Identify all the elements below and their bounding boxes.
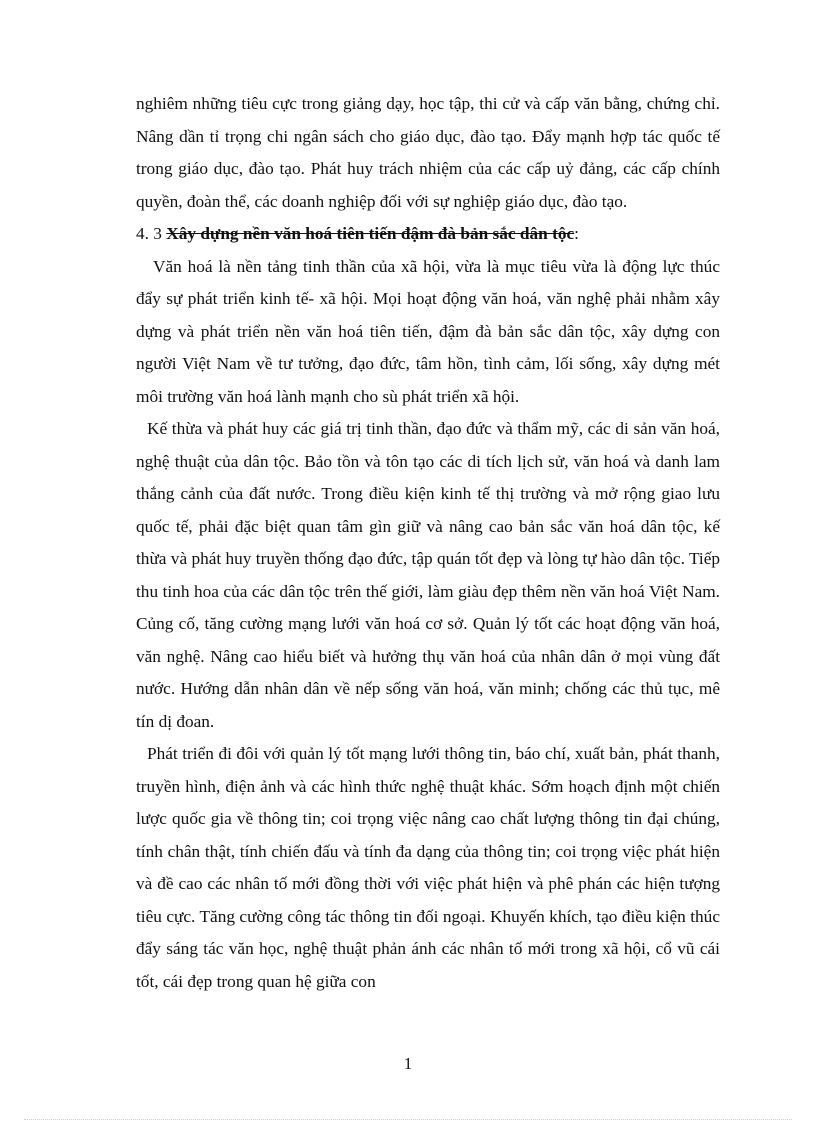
paragraph-information: Phát triển đi đôi với quản lý tốt mạng lưới thông tin, báo chí, xuất bản, phát thanh, truyền hình, điện ảnh và các hình thức nghệ thuật khác. Sớm hoạch định một chiến lược quốc gia về thông tin; coi trọng việc nâng cao chất lượng thông tin đại chúng, tính chân thật, tính chiến đấu và tính đa dạng của thông tin; coi trọng việc phát hiện và đề cao các nhân tố mới đồng thời với việc phát hiện và phê phán các hiện tượng tiêu cực. Tăng cường công tác thông tin đối ngoại. Khuyến khích, tạo điều kiện thúc đẩy sáng tác văn học, nghệ thuật phản ánh các nhân tố mới trong xã hội, cổ vũ cái tốt, cái đẹp trong quan hệ giữa con	[136, 744, 720, 991]
section-number: 4. 3	[136, 224, 167, 243]
paragraph-heritage: Kế thừa và phát huy các giá trị tinh thần, đạo đức và thẩm mỹ, các di sản văn hoá, nghệ thuật của dân tộc. Bảo tồn và tôn tạo các di tích lịch sử, văn hoá và danh lam thắng cảnh của đất nước. Trong điều kiện kinh tế thị trường và mở rộng giao lưu quốc tế, phải đặc biệt quan tâm gìn giữ và nâng cao bản sắc văn hoá dân tộc, kế thừa và phát huy truyền thống đạo đức, tập quán tốt đẹp và lòng tự hào dân tộc. Tiếp thu tinh hoa của các dân tộc trên thế giới, làm giàu đẹp thêm nền văn hoá Việt Nam. Củng cố, tăng cường mạng lưới văn hoá cơ sở. Quản lý tốt các hoạt động văn hoá, văn nghệ. Nâng cao hiểu biết và hưởng thụ văn hoá của nhân dân ở mọi vùng đất nước. Hướng dẫn nhân dân về nếp sống văn hoá, văn minh; chống các thủ tục, mê tín dị đoan.	[136, 419, 720, 731]
document-body	[136, 88, 720, 998]
paragraph-culture-foundation: Văn hoá là nền tảng tinh thần của xã hội, vừa là mục tiêu vừa là động lực thúc đẩy sự phát triển kinh tế- xã hội. Mọi hoạt động văn hoá, văn nghệ phải nhằm xây dựng và phát triển nền văn hoá tiên tiến, đậm đà bản sắc dân tộc, xây dựng con người Việt Nam về tư tưởng, đạo đức, tâm hồn, tình cảm, lối sống, xây dựng mét môi trường văn hoá lành mạnh cho sù phát triển xã hội.	[136, 256, 720, 406]
page-number: 1	[403, 1054, 413, 1073]
page-bottom-divider	[24, 1119, 792, 1120]
section-heading	[136, 218, 720, 251]
paragraph-continuation: nghiêm những tiêu cực trong giảng dạy, học tập, thi cử và cấp văn bằng, chứng chỉ. Nâng dần tỉ trọng chi ngân sách cho giáo dục, đào tạo. Đẩy mạnh hợp tác quốc tế trong giáo dục, đào tạo. Phát huy trách nhiệm của các cấp uỷ đảng, các cấp chính quyền, đoàn thể, các doanh nghiệp đối với sự nghiệp giáo dục, đào tạo.	[136, 94, 720, 211]
section-title: Xây dựng nền văn hoá tiên tiến đậm đà bản sắc dân tộc	[166, 224, 575, 243]
section-title-colon: :	[574, 224, 579, 243]
